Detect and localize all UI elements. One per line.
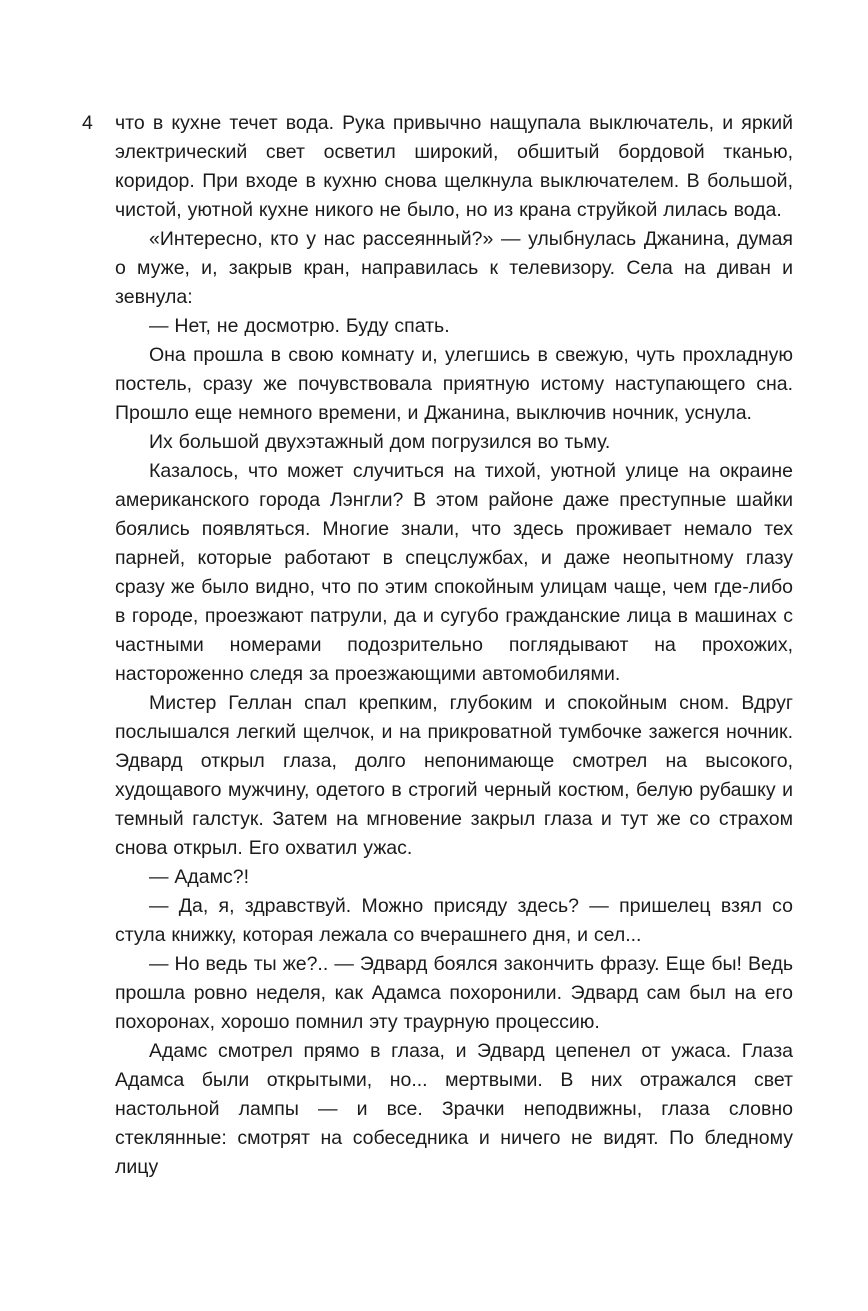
text-block bbox=[115, 109, 793, 1182]
paragraph: Казалось, что может случиться на тихой, уютной улице на окраине американского города Лэнгли? В этом районе даже преступные шайки боялись появляться. Многие знали, что здесь проживает немало тех парней, которые работают в спецслужбах, и даже неопытному глазу сразу же было видно, что по этим спокойным улицам чаще, чем где-либо в городе, проезжают патрули, да и сугубо гражданские лица в машинах с частными номерами подозрительно поглядывают на прохожих, настороженно следя за проезжающими автомобилями. bbox=[115, 460, 793, 685]
paragraph: — Да, я, здравствуй. Можно присяду здесь? — пришелец взял со стула книжку, которая лежала со вчерашнего дня, и сел... bbox=[115, 895, 793, 946]
paragraph: — Но ведь ты же?.. — Эдвард боялся закончить фразу. Еще бы! Ведь прошла ровно неделя, как Адамса похоронили. Эдвард сам был на его похоронах, хорошо помнил эту траурную процессию. bbox=[115, 953, 793, 1033]
paragraph: Мистер Геллан спал крепким, глубоким и спокойным сном. Вдруг послышался легкий щелчок, и на прикроватной тумбочке зажегся ночник. Эдвард открыл глаза, долго непонимающе смотрел на высокого, худощавого мужчину, одетого в строгий черный костюм, белую рубашку и темный галстук. Затем на мгновение закрыл глаза и тут же со страхом снова открыл. Его охватил ужас. bbox=[115, 692, 793, 859]
paragraph: — Нет, не досмотрю. Буду спать. bbox=[149, 315, 450, 337]
paragraph: Их большой двухэтажный дом погрузился во тьму. bbox=[149, 431, 611, 453]
paragraph: что в кухне течет вода. Рука привычно нащупала выключатель, и яркий электрический свет осветил широкий, обшитый бордовой тканью, коридор. При входе в кухню снова щелкнула выключателем. В большой, чистой, уютной кухне никого не было, но из крана струйкой лилась вода. bbox=[115, 112, 793, 221]
paragraph: «Интересно, кто у нас рассеянный?» — улыбнулась Джанина, думая о муже, и, закрыв кран, направилась к телевизору. Села на диван и зевнула: bbox=[115, 228, 793, 308]
paragraph: Она прошла в свою комнату и, улегшись в свежую, чуть прохладную постель, сразу же почувствовала приятную истому наступающего сна. Прошло еще немного времени, и Джанина, выключив ночник, уснула. bbox=[115, 344, 793, 424]
paragraph: — Адамс?! bbox=[149, 866, 250, 888]
paragraph: Адамс смотрел прямо в глаза, и Эдвард цепенел от ужаса. Глаза Адамса были открытыми, но... мертвыми. В них отражался свет настольной лампы — и все. Зрачки неподвижны, глаза словно стеклянные: смотрят на собеседника и ничего не видят. По бледному лицу bbox=[115, 1040, 793, 1178]
page-number: 4 bbox=[82, 112, 93, 134]
